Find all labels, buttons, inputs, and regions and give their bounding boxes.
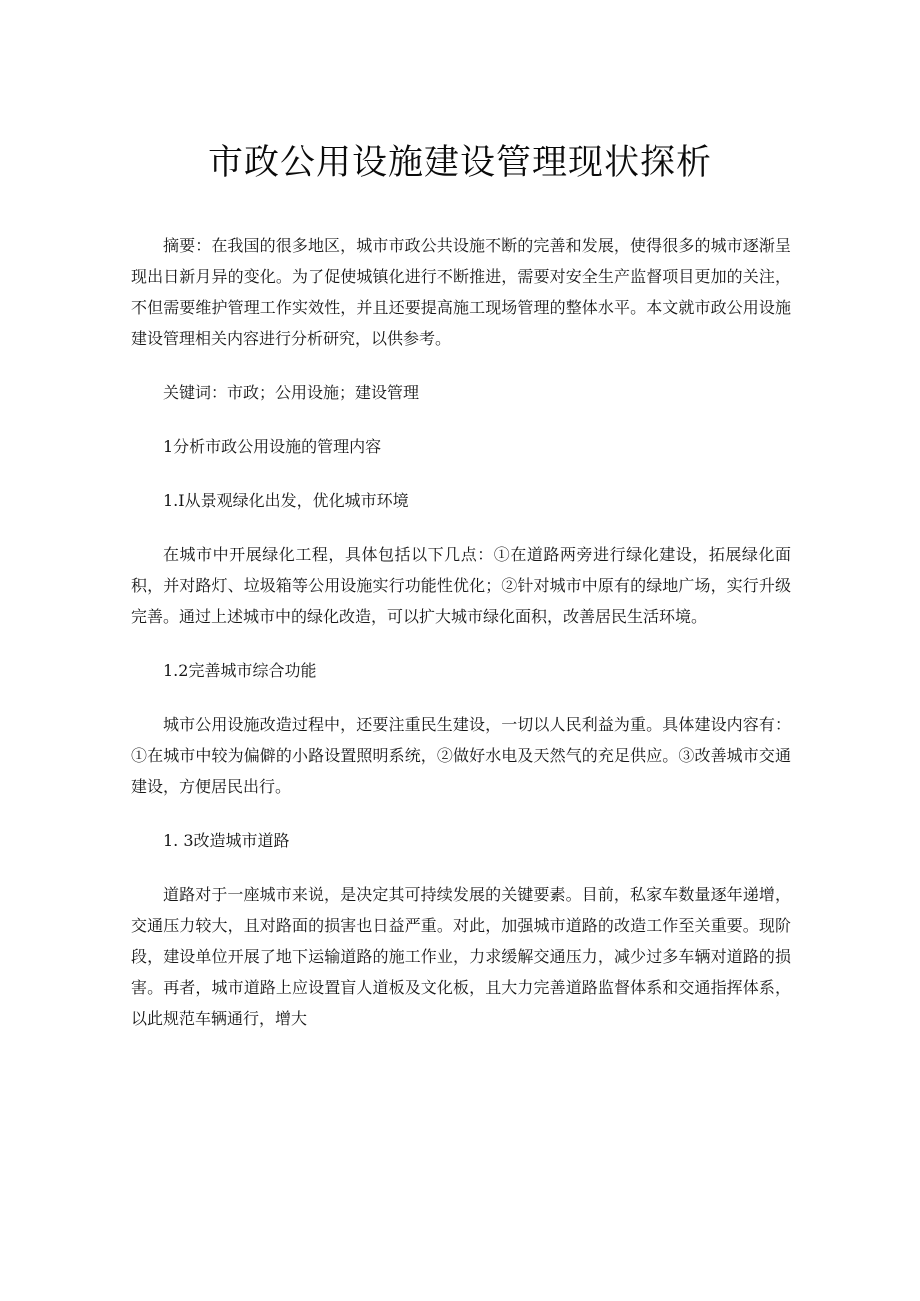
abstract-paragraph: 摘要：在我国的很多地区，城市市政公共设施不断的完善和发展，使得很多的城市逐渐呈现出日新月异的变化。为了促使城镇化进行不断推进，需要对安全生产监督项目更加的关注，不但需要维护管理工作实效性，并且还要提高施工现场管理的整体水平。本文就市政公用设施建设管理相关内容进行分析研究，以供参考。 — [131, 236, 791, 348]
section-1-3-body: 道路对于一座城市来说，是决定其可持续发展的关键要素。目前，私家车数量逐年递增，交通压力较大，且对路面的损害也日益严重。对此，加强城市道路的改造工作至关重要。现阶段，建设单位开展了地下运输道路的施工作业，力求缓解交通压力，减少过多车辆对道路的损害。再者，城市道路上应设置盲人道板及文化板，且大力完善道路监督体系和交通指挥体系，以此规范车辆通行，增大 — [131, 885, 791, 1028]
section-1-1-body: 在城市中开展绿化工程，具体包括以下几点：①在道路两旁进行绿化建设，拓展绿化面积，并对路灯、垃圾箱等公用设施实行功能性优化；②针对城市中原有的绿地广场，实行升级完善。通过上述城市中的绿化改造，可以扩大城市绿化面积，改善居民生活环境。 — [131, 545, 791, 626]
page-title: 市政公用设施建设管理现状探析 — [207, 143, 712, 183]
section-1-2-body: 城市公用设施改造过程中，还要注重民生建设，一切以人民利益为重。具体建设内容有：①在城市中较为偏僻的小路设置照明系统，②做好水电及天然气的充足供应。③改善城市交通建设，方便居民出行。 — [131, 715, 791, 796]
spacer — [131, 462, 791, 485]
section-1-2-heading: 1.2完善城市综合功能 — [163, 661, 317, 680]
spacer — [131, 632, 791, 655]
section-1-1-heading: 1.I从景观绿化出发，优化城市环境 — [163, 491, 409, 510]
spacer — [131, 354, 791, 377]
spacer — [131, 802, 791, 825]
spacer — [131, 516, 791, 539]
spacer — [131, 686, 791, 709]
section-1-heading: 1分析市政公用设施的管理内容 — [163, 437, 382, 456]
spacer — [131, 856, 791, 879]
section-1-3-heading: 1. 3改造城市道路 — [163, 831, 290, 850]
spacer — [131, 408, 791, 431]
keywords-paragraph: 关键词：市政；公用设施；建设管理 — [163, 383, 420, 402]
document-body — [131, 230, 791, 1034]
